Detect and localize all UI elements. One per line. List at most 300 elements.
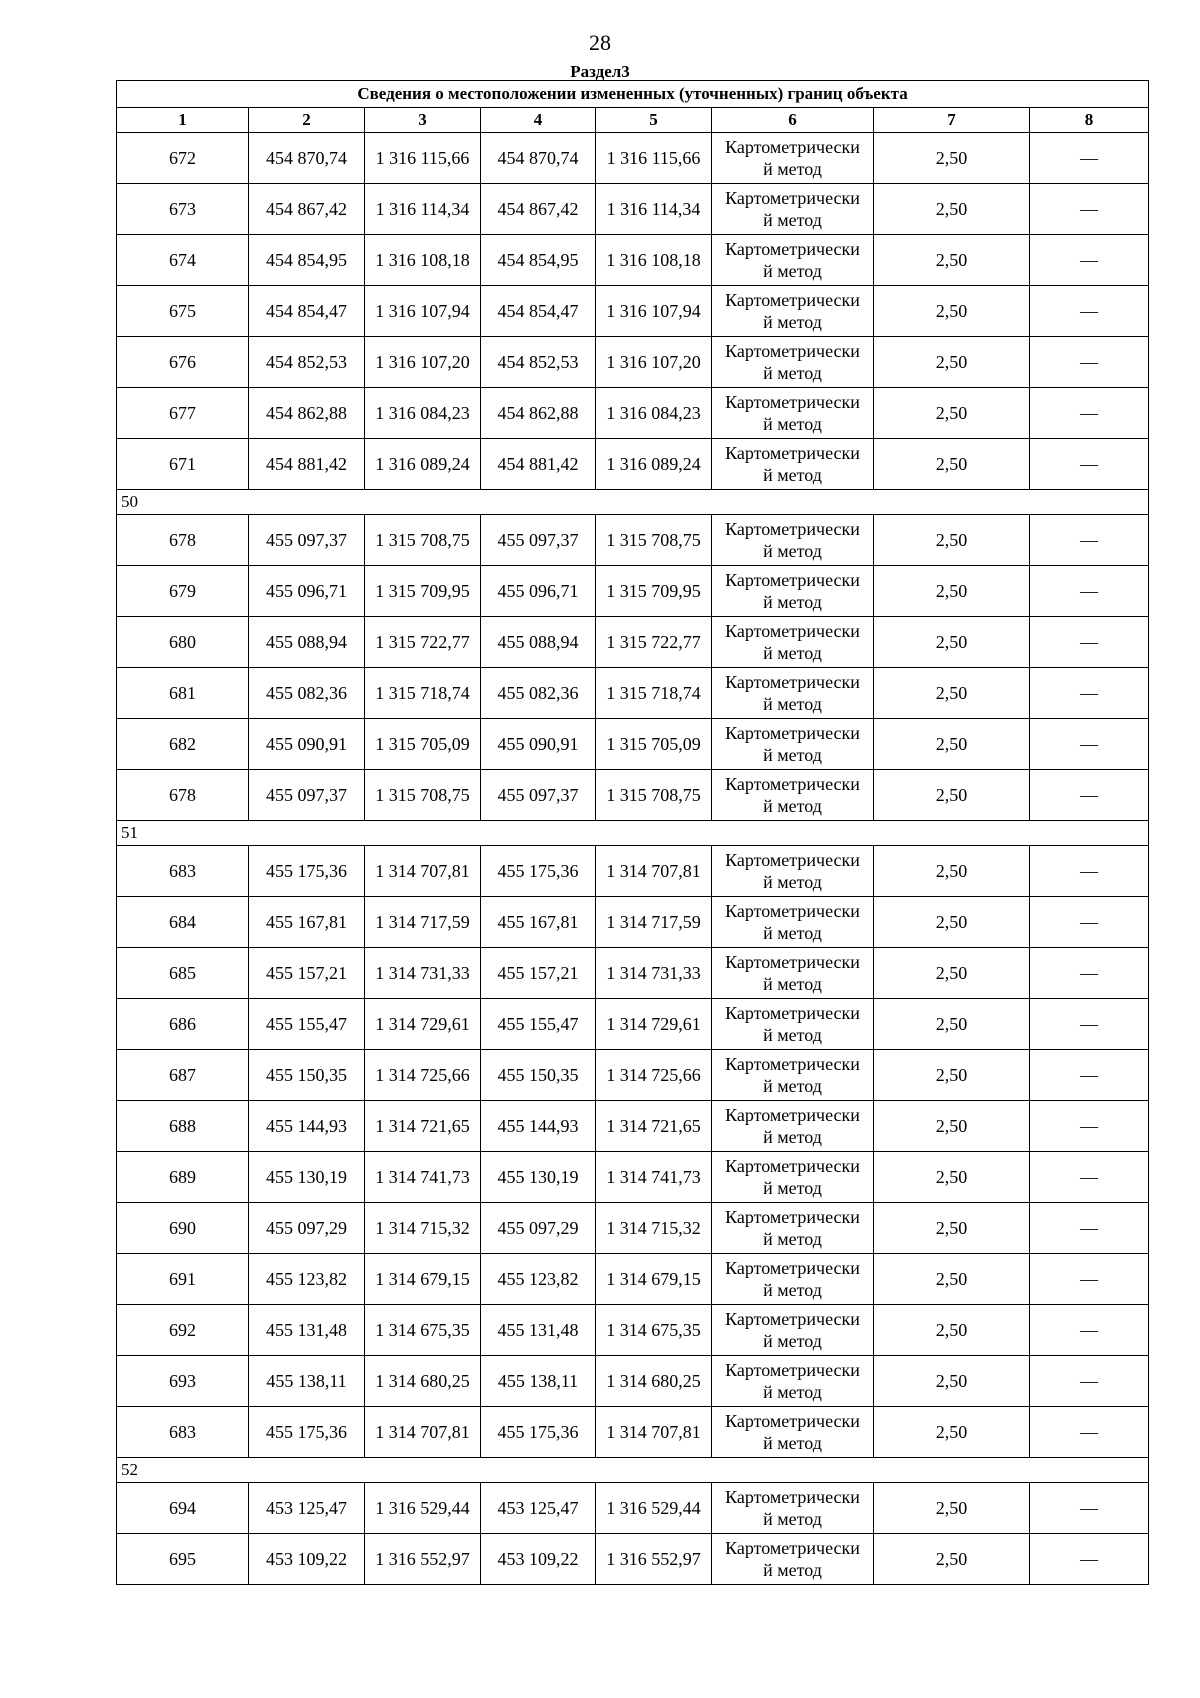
group-row xyxy=(117,1458,1149,1483)
method-line: й метод xyxy=(763,1178,822,1198)
x-existing: 455 175,36 xyxy=(249,846,365,897)
dash-cell: — xyxy=(1030,439,1149,490)
method-cell xyxy=(712,1534,874,1585)
x-existing: 455 167,81 xyxy=(249,897,365,948)
section-heading: Раздел3 xyxy=(570,62,630,81)
method-cell xyxy=(712,1483,874,1534)
accuracy-cell: 2,50 xyxy=(874,515,1030,566)
method-cell xyxy=(712,668,874,719)
table-row xyxy=(117,668,1149,719)
y-new: 1 316 084,23 xyxy=(596,388,712,439)
method-cell xyxy=(712,566,874,617)
table-row xyxy=(117,1483,1149,1534)
dash-cell: — xyxy=(1030,897,1149,948)
y-existing: 1 315 709,95 xyxy=(365,566,481,617)
point-number: 688 xyxy=(117,1101,249,1152)
x-new: 455 131,48 xyxy=(481,1305,596,1356)
dash-cell: — xyxy=(1030,1407,1149,1458)
method-line: Картометрически xyxy=(725,1003,860,1023)
dash-cell: — xyxy=(1030,515,1149,566)
dash-cell: — xyxy=(1030,846,1149,897)
accuracy-cell: 2,50 xyxy=(874,1356,1030,1407)
accuracy-cell: 2,50 xyxy=(874,1203,1030,1254)
table-row xyxy=(117,617,1149,668)
dash-cell: — xyxy=(1030,1483,1149,1534)
point-number: 682 xyxy=(117,719,249,770)
method-line: й метод xyxy=(763,1076,822,1096)
dash-cell: — xyxy=(1030,184,1149,235)
method-cell xyxy=(712,388,874,439)
method-line: Картометрически xyxy=(725,392,860,412)
method-line: Картометрически xyxy=(725,341,860,361)
method-cell xyxy=(712,133,874,184)
y-existing: 1 315 718,74 xyxy=(365,668,481,719)
dash-cell: — xyxy=(1030,566,1149,617)
y-existing: 1 316 108,18 xyxy=(365,235,481,286)
x-new: 454 881,42 xyxy=(481,439,596,490)
x-new: 455 096,71 xyxy=(481,566,596,617)
x-new: 455 175,36 xyxy=(481,846,596,897)
x-existing: 453 125,47 xyxy=(249,1483,365,1534)
group-number: 51 xyxy=(117,821,1149,846)
x-existing: 455 082,36 xyxy=(249,668,365,719)
column-number: 4 xyxy=(481,108,596,133)
dash-cell: — xyxy=(1030,1254,1149,1305)
group-row xyxy=(117,821,1149,846)
y-new: 1 314 679,15 xyxy=(596,1254,712,1305)
point-number: 675 xyxy=(117,286,249,337)
table-row xyxy=(117,1050,1149,1101)
accuracy-cell: 2,50 xyxy=(874,235,1030,286)
method-line: й метод xyxy=(763,159,822,179)
method-line: Картометрически xyxy=(725,850,860,870)
method-line: й метод xyxy=(763,974,822,994)
y-new: 1 316 107,94 xyxy=(596,286,712,337)
y-existing: 1 315 708,75 xyxy=(365,770,481,821)
x-existing: 454 867,42 xyxy=(249,184,365,235)
method-line: й метод xyxy=(763,1382,822,1402)
method-cell xyxy=(712,1152,874,1203)
x-new: 455 157,21 xyxy=(481,948,596,999)
method-line: й метод xyxy=(763,1560,822,1580)
x-new: 454 852,53 xyxy=(481,337,596,388)
accuracy-cell: 2,50 xyxy=(874,668,1030,719)
table-row xyxy=(117,1407,1149,1458)
dash-cell: — xyxy=(1030,999,1149,1050)
y-new: 1 315 722,77 xyxy=(596,617,712,668)
accuracy-cell: 2,50 xyxy=(874,439,1030,490)
y-new: 1 314 675,35 xyxy=(596,1305,712,1356)
x-new: 453 125,47 xyxy=(481,1483,596,1534)
x-new: 455 097,37 xyxy=(481,515,596,566)
method-line: Картометрически xyxy=(725,290,860,310)
accuracy-cell: 2,50 xyxy=(874,388,1030,439)
method-line: Картометрически xyxy=(725,621,860,641)
dash-cell: — xyxy=(1030,286,1149,337)
point-number: 693 xyxy=(117,1356,249,1407)
dash-cell: — xyxy=(1030,948,1149,999)
point-number: 691 xyxy=(117,1254,249,1305)
method-line: Картометрически xyxy=(725,1054,860,1074)
point-number: 671 xyxy=(117,439,249,490)
method-line: й метод xyxy=(763,1229,822,1249)
x-existing: 455 090,91 xyxy=(249,719,365,770)
y-new: 1 314 721,65 xyxy=(596,1101,712,1152)
method-cell xyxy=(712,1050,874,1101)
table-row xyxy=(117,1305,1149,1356)
y-new: 1 314 741,73 xyxy=(596,1152,712,1203)
method-line: Картометрически xyxy=(725,1207,860,1227)
point-number: 672 xyxy=(117,133,249,184)
method-line: Картометрически xyxy=(725,1487,860,1507)
x-existing: 454 854,95 xyxy=(249,235,365,286)
point-number: 685 xyxy=(117,948,249,999)
method-cell xyxy=(712,1356,874,1407)
method-line: Картометрически xyxy=(725,774,860,794)
method-line: Картометрически xyxy=(725,1411,860,1431)
table-row xyxy=(117,1101,1149,1152)
method-cell xyxy=(712,286,874,337)
y-new: 1 316 089,24 xyxy=(596,439,712,490)
y-existing: 1 314 721,65 xyxy=(365,1101,481,1152)
x-new: 455 175,36 xyxy=(481,1407,596,1458)
y-new: 1 315 705,09 xyxy=(596,719,712,770)
table-row xyxy=(117,566,1149,617)
y-existing: 1 316 107,20 xyxy=(365,337,481,388)
x-existing: 455 130,19 xyxy=(249,1152,365,1203)
page-number: 28 xyxy=(589,30,611,55)
table-title-row xyxy=(117,81,1149,108)
method-line: Картометрически xyxy=(725,1360,860,1380)
point-number: 673 xyxy=(117,184,249,235)
method-line: й метод xyxy=(763,592,822,612)
accuracy-cell: 2,50 xyxy=(874,286,1030,337)
point-number: 686 xyxy=(117,999,249,1050)
method-cell xyxy=(712,235,874,286)
y-new: 1 316 552,97 xyxy=(596,1534,712,1585)
point-number: 689 xyxy=(117,1152,249,1203)
y-new: 1 315 708,75 xyxy=(596,770,712,821)
method-line: й метод xyxy=(763,1127,822,1147)
accuracy-cell: 2,50 xyxy=(874,184,1030,235)
x-new: 455 138,11 xyxy=(481,1356,596,1407)
method-cell xyxy=(712,719,874,770)
method-line: й метод xyxy=(763,1025,822,1045)
dash-cell: — xyxy=(1030,1305,1149,1356)
x-new: 455 090,91 xyxy=(481,719,596,770)
method-line: Картометрически xyxy=(725,1156,860,1176)
x-existing: 455 097,29 xyxy=(249,1203,365,1254)
y-new: 1 314 725,66 xyxy=(596,1050,712,1101)
y-existing: 1 314 741,73 xyxy=(365,1152,481,1203)
point-number: 692 xyxy=(117,1305,249,1356)
y-new: 1 314 731,33 xyxy=(596,948,712,999)
method-line: й метод xyxy=(763,363,822,383)
table-row xyxy=(117,1203,1149,1254)
y-new: 1 314 715,32 xyxy=(596,1203,712,1254)
x-new: 453 109,22 xyxy=(481,1534,596,1585)
method-line: Картометрически xyxy=(725,188,860,208)
method-line: Картометрически xyxy=(725,723,860,743)
y-new: 1 314 707,81 xyxy=(596,846,712,897)
y-new: 1 314 729,61 xyxy=(596,999,712,1050)
point-number: 677 xyxy=(117,388,249,439)
point-number: 678 xyxy=(117,770,249,821)
method-cell xyxy=(712,846,874,897)
x-existing: 455 144,93 xyxy=(249,1101,365,1152)
table-row xyxy=(117,1254,1149,1305)
method-line: й метод xyxy=(763,745,822,765)
point-number: 676 xyxy=(117,337,249,388)
y-existing: 1 315 722,77 xyxy=(365,617,481,668)
x-new: 455 088,94 xyxy=(481,617,596,668)
x-existing: 455 131,48 xyxy=(249,1305,365,1356)
y-new: 1 314 717,59 xyxy=(596,897,712,948)
accuracy-cell: 2,50 xyxy=(874,1483,1030,1534)
point-number: 683 xyxy=(117,1407,249,1458)
table-body xyxy=(117,81,1149,1585)
y-new: 1 316 107,20 xyxy=(596,337,712,388)
accuracy-cell: 2,50 xyxy=(874,1254,1030,1305)
accuracy-cell: 2,50 xyxy=(874,1050,1030,1101)
y-existing: 1 316 089,24 xyxy=(365,439,481,490)
accuracy-cell: 2,50 xyxy=(874,133,1030,184)
method-line: Картометрически xyxy=(725,137,860,157)
point-number: 674 xyxy=(117,235,249,286)
y-existing: 1 314 729,61 xyxy=(365,999,481,1050)
dash-cell: — xyxy=(1030,617,1149,668)
x-new: 454 862,88 xyxy=(481,388,596,439)
y-existing: 1 314 707,81 xyxy=(365,1407,481,1458)
table-row xyxy=(117,515,1149,566)
x-existing: 455 150,35 xyxy=(249,1050,365,1101)
method-cell xyxy=(712,948,874,999)
x-existing: 455 123,82 xyxy=(249,1254,365,1305)
dash-cell: — xyxy=(1030,668,1149,719)
method-line: Картометрически xyxy=(725,1538,860,1558)
table-row xyxy=(117,184,1149,235)
x-existing: 455 097,37 xyxy=(249,770,365,821)
y-new: 1 314 680,25 xyxy=(596,1356,712,1407)
method-cell xyxy=(712,999,874,1050)
x-existing: 455 097,37 xyxy=(249,515,365,566)
method-line: й метод xyxy=(763,261,822,281)
method-line: Картометрически xyxy=(725,672,860,692)
accuracy-cell: 2,50 xyxy=(874,770,1030,821)
boundary-table xyxy=(116,80,1149,1585)
y-new: 1 316 114,34 xyxy=(596,184,712,235)
table-row xyxy=(117,286,1149,337)
accuracy-cell: 2,50 xyxy=(874,1534,1030,1585)
x-existing: 455 175,36 xyxy=(249,1407,365,1458)
x-new: 455 144,93 xyxy=(481,1101,596,1152)
x-new: 454 870,74 xyxy=(481,133,596,184)
table-row xyxy=(117,999,1149,1050)
dash-cell: — xyxy=(1030,133,1149,184)
y-existing: 1 314 679,15 xyxy=(365,1254,481,1305)
method-line: й метод xyxy=(763,872,822,892)
group-number: 50 xyxy=(117,490,1149,515)
accuracy-cell: 2,50 xyxy=(874,999,1030,1050)
x-new: 454 867,42 xyxy=(481,184,596,235)
y-existing: 1 315 708,75 xyxy=(365,515,481,566)
x-new: 455 150,35 xyxy=(481,1050,596,1101)
y-existing: 1 314 675,35 xyxy=(365,1305,481,1356)
dash-cell: — xyxy=(1030,235,1149,286)
x-existing: 455 157,21 xyxy=(249,948,365,999)
column-number-row xyxy=(117,108,1149,133)
x-existing: 454 870,74 xyxy=(249,133,365,184)
method-line: й метод xyxy=(763,1509,822,1529)
column-number: 5 xyxy=(596,108,712,133)
x-new: 455 082,36 xyxy=(481,668,596,719)
column-number: 7 xyxy=(874,108,1030,133)
accuracy-cell: 2,50 xyxy=(874,846,1030,897)
y-new: 1 316 115,66 xyxy=(596,133,712,184)
y-existing: 1 316 552,97 xyxy=(365,1534,481,1585)
y-existing: 1 316 115,66 xyxy=(365,133,481,184)
method-line: й метод xyxy=(763,923,822,943)
x-existing: 454 881,42 xyxy=(249,439,365,490)
y-existing: 1 315 705,09 xyxy=(365,719,481,770)
group-row xyxy=(117,490,1149,515)
x-new: 455 155,47 xyxy=(481,999,596,1050)
dash-cell: — xyxy=(1030,1101,1149,1152)
point-number: 695 xyxy=(117,1534,249,1585)
x-existing: 455 088,94 xyxy=(249,617,365,668)
method-line: й метод xyxy=(763,465,822,485)
method-cell xyxy=(712,184,874,235)
accuracy-cell: 2,50 xyxy=(874,1305,1030,1356)
dash-cell: — xyxy=(1030,1534,1149,1585)
column-number: 2 xyxy=(249,108,365,133)
accuracy-cell: 2,50 xyxy=(874,1407,1030,1458)
point-number: 687 xyxy=(117,1050,249,1101)
y-existing: 1 316 114,34 xyxy=(365,184,481,235)
y-new: 1 315 708,75 xyxy=(596,515,712,566)
y-existing: 1 314 725,66 xyxy=(365,1050,481,1101)
method-cell xyxy=(712,897,874,948)
method-cell xyxy=(712,515,874,566)
y-existing: 1 314 715,32 xyxy=(365,1203,481,1254)
method-cell xyxy=(712,439,874,490)
dash-cell: — xyxy=(1030,770,1149,821)
method-cell xyxy=(712,1101,874,1152)
point-number: 690 xyxy=(117,1203,249,1254)
method-line: Картометрически xyxy=(725,1258,860,1278)
accuracy-cell: 2,50 xyxy=(874,719,1030,770)
y-existing: 1 314 707,81 xyxy=(365,846,481,897)
point-number: 683 xyxy=(117,846,249,897)
method-cell xyxy=(712,337,874,388)
method-line: Картометрически xyxy=(725,570,860,590)
x-new: 454 854,95 xyxy=(481,235,596,286)
group-number: 52 xyxy=(117,1458,1149,1483)
point-number: 684 xyxy=(117,897,249,948)
point-number: 694 xyxy=(117,1483,249,1534)
method-line: й метод xyxy=(763,1331,822,1351)
point-number: 679 xyxy=(117,566,249,617)
method-line: й метод xyxy=(763,694,822,714)
column-number: 8 xyxy=(1030,108,1149,133)
method-line: Картометрически xyxy=(725,239,860,259)
dash-cell: — xyxy=(1030,337,1149,388)
method-cell xyxy=(712,1203,874,1254)
point-number: 678 xyxy=(117,515,249,566)
dash-cell: — xyxy=(1030,388,1149,439)
dash-cell: — xyxy=(1030,1152,1149,1203)
table-row xyxy=(117,897,1149,948)
x-existing: 455 155,47 xyxy=(249,999,365,1050)
table-row xyxy=(117,770,1149,821)
x-existing: 455 096,71 xyxy=(249,566,365,617)
y-new: 1 315 709,95 xyxy=(596,566,712,617)
method-line: й метод xyxy=(763,796,822,816)
method-cell xyxy=(712,617,874,668)
y-new: 1 316 529,44 xyxy=(596,1483,712,1534)
method-line: й метод xyxy=(763,1433,822,1453)
method-line: й метод xyxy=(763,312,822,332)
table-row xyxy=(117,1534,1149,1585)
method-line: й метод xyxy=(763,210,822,230)
y-new: 1 316 108,18 xyxy=(596,235,712,286)
table-row xyxy=(117,846,1149,897)
method-line: й метод xyxy=(763,541,822,561)
dash-cell: — xyxy=(1030,1203,1149,1254)
accuracy-cell: 2,50 xyxy=(874,337,1030,388)
x-new: 455 097,37 xyxy=(481,770,596,821)
method-line: й метод xyxy=(763,1280,822,1300)
table-row xyxy=(117,388,1149,439)
accuracy-cell: 2,50 xyxy=(874,1152,1030,1203)
method-line: Картометрически xyxy=(725,443,860,463)
accuracy-cell: 2,50 xyxy=(874,566,1030,617)
method-line: Картометрически xyxy=(725,901,860,921)
method-line: й метод xyxy=(763,643,822,663)
point-number: 681 xyxy=(117,668,249,719)
column-number: 1 xyxy=(117,108,249,133)
accuracy-cell: 2,50 xyxy=(874,897,1030,948)
y-new: 1 315 718,74 xyxy=(596,668,712,719)
point-number: 680 xyxy=(117,617,249,668)
y-existing: 1 316 529,44 xyxy=(365,1483,481,1534)
dash-cell: — xyxy=(1030,1356,1149,1407)
method-line: й метод xyxy=(763,414,822,434)
table-row xyxy=(117,1152,1149,1203)
method-line: Картометрически xyxy=(725,1309,860,1329)
y-existing: 1 316 107,94 xyxy=(365,286,481,337)
table-row xyxy=(117,337,1149,388)
y-existing: 1 314 717,59 xyxy=(365,897,481,948)
method-line: Картометрически xyxy=(725,952,860,972)
accuracy-cell: 2,50 xyxy=(874,1101,1030,1152)
dash-cell: — xyxy=(1030,1050,1149,1101)
column-number: 6 xyxy=(712,108,874,133)
method-cell xyxy=(712,1254,874,1305)
method-cell xyxy=(712,1305,874,1356)
column-number: 3 xyxy=(365,108,481,133)
method-line: Картометрически xyxy=(725,519,860,539)
y-existing: 1 316 084,23 xyxy=(365,388,481,439)
method-cell xyxy=(712,1407,874,1458)
y-existing: 1 314 731,33 xyxy=(365,948,481,999)
x-new: 455 167,81 xyxy=(481,897,596,948)
table-row xyxy=(117,948,1149,999)
accuracy-cell: 2,50 xyxy=(874,617,1030,668)
x-new: 454 854,47 xyxy=(481,286,596,337)
x-existing: 454 854,47 xyxy=(249,286,365,337)
table-row xyxy=(117,235,1149,286)
